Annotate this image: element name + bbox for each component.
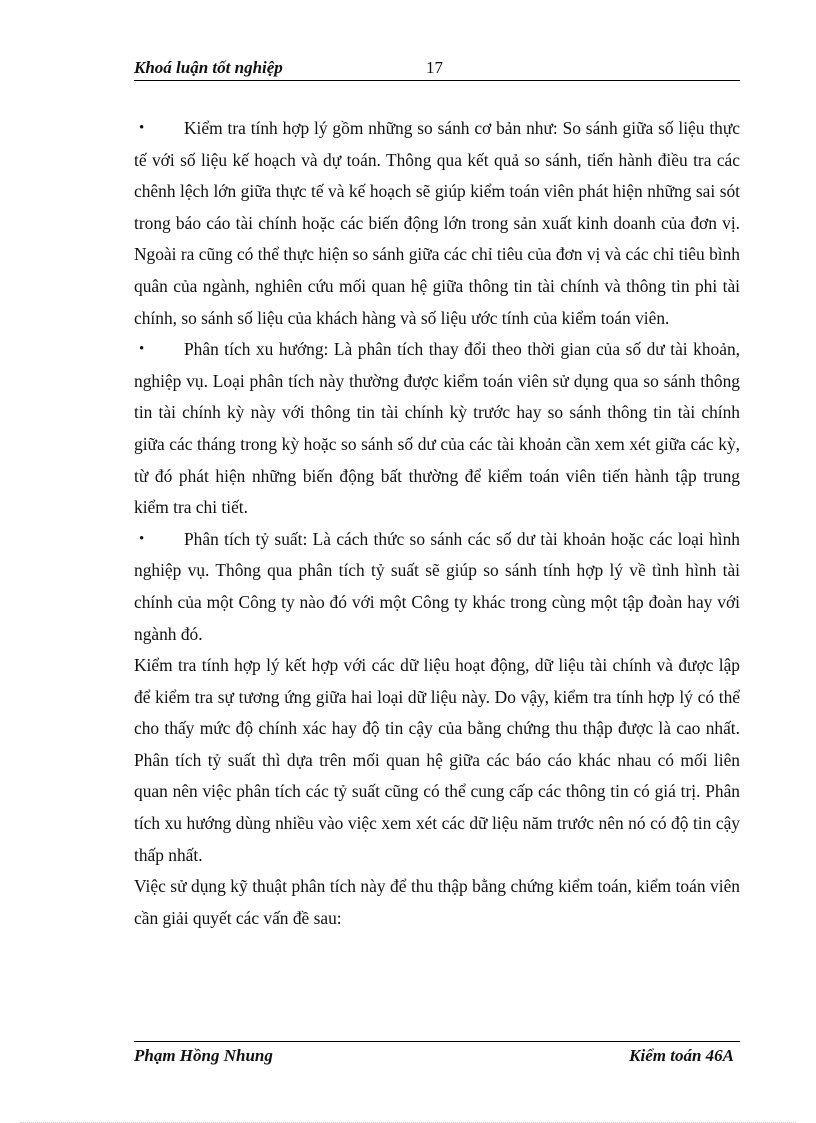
bullet-text: Phân tích tỷ suất: Là cách thức so sánh các số dư tài khoản hoặc các loại hình nghiệp vụ. Thông qua phân tích tỷ suất sẽ giúp so sánh tính hợp lý về tình hình tài chính của một Công ty nào đó với một Công ty khác trong cùng một tập đoàn hay với ngành đó. <box>134 528 740 644</box>
page-header <box>134 58 740 80</box>
header-divider <box>134 80 740 81</box>
paragraph-comparison: Kiểm tra tính hợp lý kết hợp với các dữ liệu hoạt động, dữ liệu tài chính và được lập để kiểm tra sự tương ứng giữa hai loại dữ liệu này. Do vậy, kiểm tra tính hợp lý có thể cho thấy mức độ chính xác hay độ tin cậy của bằng chứng thu thập được là cao nhất. Phân tích tỷ suất thì dựa trên mối quan hệ giữa các báo cáo khác nhau có mối liên quan nên việc phân tích các tỷ suất cũng có thể cung cấp các thông tin có giá trị. Phân tích xu hướng dùng nhiều vào việc xem xét các dữ liệu năm trước nên nó có độ tin cậy thấp nhất. <box>134 655 740 865</box>
paragraph-conclusion: Việc sử dụng kỹ thuật phân tích này để thu thập bằng chứng kiểm toán, kiểm toán viên cần giải quyết các vấn đề sau: <box>134 876 740 928</box>
bullet-paragraph-ratio <box>134 524 740 650</box>
footer-class: Kiểm toán 46A <box>629 1046 734 1065</box>
page-footer <box>134 1046 740 1070</box>
body-text <box>134 113 740 934</box>
bullet-icon: • <box>139 530 145 547</box>
bullet-icon: • <box>139 120 145 136</box>
bullet-paragraph-reasonableness <box>134 113 740 334</box>
bullet-text: Kiểm tra tính hợp lý gồm những so sánh cơ bản như: So sánh giữa số liệu thực tế với số liệu kế hoạch và dự toán. Thông qua kết quả so sánh, tiến hành điều tra các chênh lệch lớn giữa thực tế và kế hoạch sẽ giúp kiểm toán viên phát hiện những sai sót trong báo cáo tài chính hoặc các biến động lớn trong sản xuất kinh doanh của đơn vị. Ngoài ra cũng có thể thực hiện so sánh giữa các chỉ tiêu của đơn vị và các chỉ tiêu bình quân của ngành, nghiên cứu mối quan hệ giữa thông tin tài chính và thông tin phi tài chính, so sánh số liệu của khách hàng và số liệu ước tính của kiểm toán viên. <box>134 118 740 328</box>
footer-divider <box>134 1041 740 1042</box>
bullet-text: Phân tích xu hướng: Là phân tích thay đổi theo thời gian của số dư tài khoản, nghiệp vụ. Loại phân tích này thường được kiểm toán viên sử dụng qua so sánh thông tin tài chính kỳ này với thông tin tài chính kỳ trước hay so sánh thông tin tài chính giữa các tháng trong kỳ hoặc so sánh số dư của các tài khoản cần xem xét giữa các kỳ, từ đó phát hiện những biến động bất thường để kiểm toán viên tiến hành tập trung kiểm tra chi tiết. <box>134 339 740 518</box>
bullet-paragraph-trend <box>134 334 740 524</box>
page-number: 17 <box>426 58 443 77</box>
bullet-icon: • <box>139 341 145 358</box>
header-title: Khoá luận tốt nghiệp <box>134 58 283 77</box>
footer-author: Phạm Hồng Nhung <box>134 1046 273 1065</box>
